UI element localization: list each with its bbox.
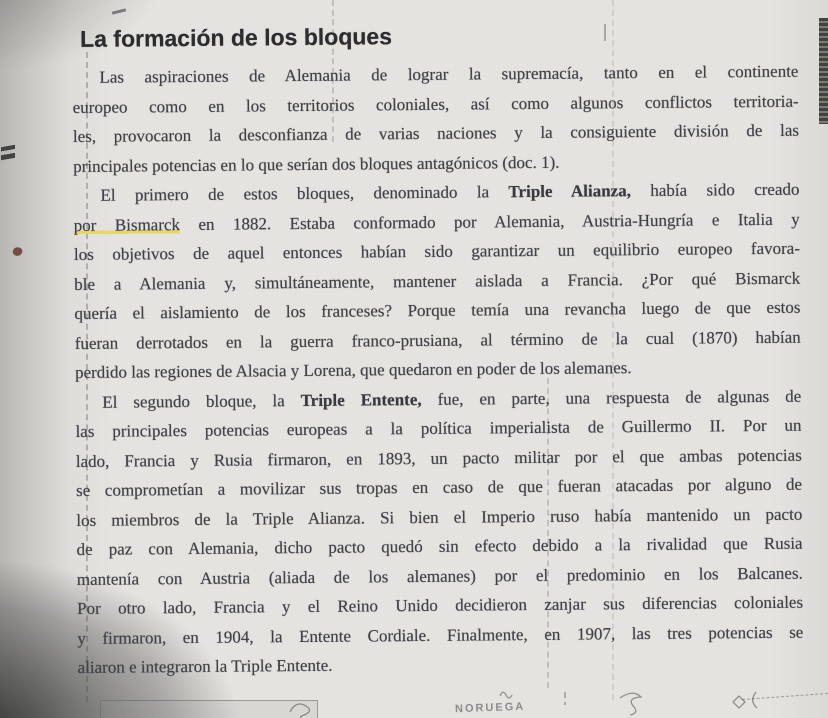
document-content (72, 20, 804, 683)
text-run: principales potencias en lo que serían dos bloques antagónicos (doc. 1). (73, 152, 560, 176)
text-run: fueran derrotados en la guerra franco-prusiana, al término de la cual (1870) habían (74, 327, 801, 353)
text-line (77, 647, 803, 683)
text-run: europeo como en los territorios coloniales, así como algunos conflictos territoria- (72, 91, 799, 117)
text-run: les, provocaron la desconfianza de varias naciones y la consiguiente división de las (72, 120, 800, 146)
text-run: lado, Francia y Rusia firmaron, en 1893, un pacto militar por el que ambas potencias (75, 445, 802, 471)
bold-text-run: Triple Entente, (300, 389, 422, 410)
text-run: Las aspiraciones de Alemania de lograr la supremacía, tanto en el continente (99, 61, 799, 87)
paragraph (72, 57, 799, 181)
text-run: en 1882. Estaba conformado por Alemania, Austria-Hungría e Italia y (179, 209, 800, 234)
text-run: y firmaron, en 1904, la Entente Cordiale. Finalmente, en 1907, las tres potencias se (77, 622, 804, 648)
paragraph (73, 175, 801, 388)
page-title: La formación de los bloques (79, 23, 393, 52)
text-run: de paz con Alemania, dicho pacto quedó sin efecto debido a la rivalidad que Rusia (76, 533, 803, 559)
text-run: aliaron e integraron la Triple Entente. (77, 655, 333, 677)
bold-text-run: Triple Alianza, (508, 181, 631, 202)
binding-edge-strip (819, 18, 828, 124)
text-run: perdido las regiones de Alsacia y Lorena, que quedaron en poder de los alemanes. (74, 358, 632, 382)
highlight-text-run: por Bismarck (73, 214, 181, 235)
document-body (72, 57, 803, 683)
margin-smudge-mark (1, 145, 15, 160)
text-line (73, 116, 799, 152)
scan-dash-mark (112, 8, 126, 14)
map-doodle-sketches (0, 686, 828, 718)
paragraph (75, 381, 804, 682)
bottom-page-fragment (0, 686, 828, 718)
text-run: se comprometían a movilizar sus tropas en caso de que fueran atacadas por alguno de (75, 474, 803, 500)
text-run: los objetivos de aquel entonces habían sido garantizar un equilibrio europeo favora- (73, 238, 801, 264)
text-run: Por otro lado, Francia y el Reino Unido decidieron zanjar sus diferencias coloniales (77, 592, 804, 618)
text-run: las principales potencias europeas a la política imperialista de Guillermo II. Por un (75, 415, 802, 441)
text-run: quería el aislamiento de los franceses? Porque temía una revancha luego de que estos (74, 297, 801, 323)
text-run: fue, en parte, una respuesta de algunas de (421, 386, 802, 409)
map-country-label: NORUEGA (454, 700, 526, 716)
text-run: El primero de estos bloques, denominado la (100, 182, 509, 205)
margin-red-speck (11, 245, 23, 257)
text-run: había sido creado (630, 179, 800, 201)
text-run: mantenía con Austria (aliada de los alemanes) por el predominio en los Balcanes. (76, 563, 803, 589)
text-run: El segundo bloque, la (102, 390, 301, 412)
text-run: los miembros de la Triple Alianza. Si bien el Imperio ruso había mantenido un pacto (76, 504, 803, 530)
text-run: ble a Alemania y, simultáneamente, mantener aislada a Francia. ¿Por qué Bismarck (74, 268, 801, 294)
